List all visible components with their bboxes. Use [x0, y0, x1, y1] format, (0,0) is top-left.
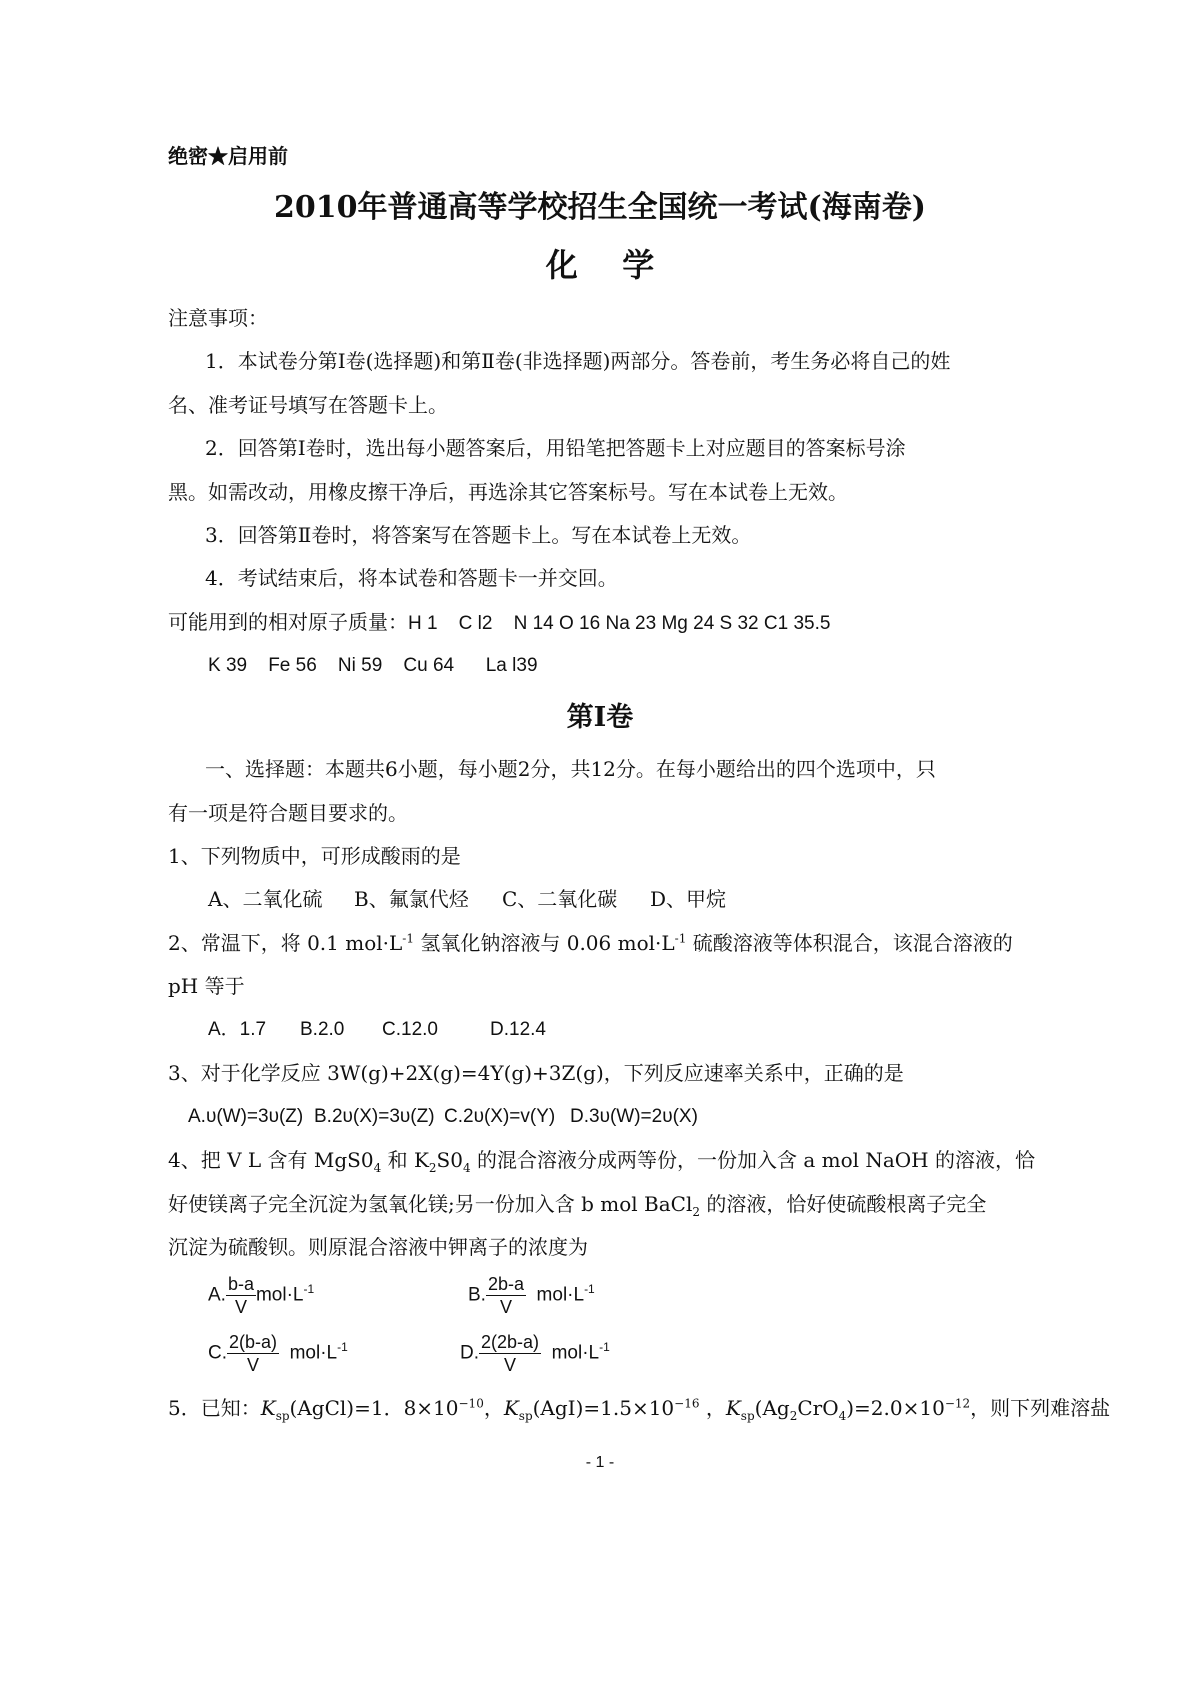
q4-text-3: S0 — [436, 1148, 463, 1172]
q4-c-numerator: 2(b-a) — [229, 1332, 278, 1352]
note-1-line-1: 1．本试卷分第Ⅰ卷(选择题)和第Ⅱ卷(非选择题)两部分。答卷前，考生务必将自己的姓 — [205, 349, 951, 373]
q5-text-6: (Ag — [754, 1396, 790, 1420]
q5-text-2: (AgCl)=1．8×10 — [289, 1396, 459, 1420]
q4-subscript-3: 4 — [462, 1161, 471, 1175]
q3-option-a: A.υ(W)=3υ(Z) — [188, 1106, 304, 1127]
atomic-mass-values-2: K 39 Fe 56 Ni 59 Cu 64 La l39 — [208, 655, 538, 676]
q4-a-unit-exponent: -1 — [303, 1282, 315, 1297]
q4-option-d — [460, 1332, 610, 1375]
q3-option-c: C.2υ(X)=v(Y) — [444, 1106, 556, 1127]
q4-d-unit: mol·L — [551, 1342, 600, 1364]
q4-subscript-2: 2 — [428, 1161, 437, 1175]
question-4-line-1 — [168, 1146, 1035, 1174]
part-1-heading: 第Ⅰ卷 — [566, 702, 634, 733]
q4-b-numerator: 2b-a — [487, 1274, 524, 1294]
q4-option-c — [208, 1332, 348, 1375]
q5-text-5: ， — [699, 1396, 726, 1420]
q4-subscript-1: 4 — [373, 1161, 382, 1175]
q4-subscript-4: 2 — [692, 1205, 700, 1219]
q2-part-2: 氢氧化钠溶液与 0.06 mol·L — [414, 931, 675, 955]
q1-option-d: D、甲烷 — [650, 887, 727, 911]
q2-option-b: B.2.0 — [300, 1019, 345, 1040]
q5-ksp-k-3: K — [725, 1396, 741, 1420]
question-2-line-1 — [168, 929, 1013, 957]
q4-option-d-label: D. — [460, 1342, 479, 1364]
q4-c-unit-exponent: -1 — [337, 1340, 348, 1355]
q5-exponent-1: −10 — [458, 1396, 484, 1411]
q4-option-c-label: C. — [208, 1342, 227, 1364]
q5-exponent-2: −16 — [674, 1396, 700, 1411]
q4-option-b-label: B. — [468, 1284, 486, 1306]
q4-d-numerator: 2(2b-a) — [481, 1332, 540, 1352]
q2-exponent-2: -1 — [674, 931, 687, 946]
q4-text-6: 的溶液，恰好使硫酸根离子完全 — [699, 1192, 987, 1216]
section-intro-line-2: 有一项是符合题目要求的。 — [168, 801, 408, 825]
q4-b-denominator: V — [499, 1297, 512, 1317]
q2-part-1: 2、常温下，将 0.1 mol·L — [168, 931, 403, 955]
atomic-mass-line-1 — [168, 608, 830, 638]
subject-title: 化 学 — [545, 246, 655, 284]
q4-a-denominator: V — [234, 1297, 247, 1317]
q5-text-4: (AgI)=1.5×10 — [532, 1396, 675, 1420]
q4-option-b — [468, 1274, 595, 1317]
note-1-line-2: 名、准考证号填写在答题卡上。 — [168, 393, 448, 417]
q5-ksp-sub-2: sp — [518, 1409, 533, 1423]
q5-text-9: ，则下列难溶盐 — [970, 1396, 1111, 1420]
q5-exponent-3: −12 — [944, 1396, 971, 1411]
q1-option-a: A、二氧化硫 — [208, 887, 323, 911]
question-3-stem: 3、对于化学反应 3W(g)+2X(g)=4Y(g)+3Z(g)，下列反应速率关系中，正确的是 — [168, 1061, 904, 1085]
confidential-mark: 绝密★启用前 — [168, 144, 288, 168]
q4-option-c-fraction — [227, 1332, 279, 1375]
question-1-stem: 1、下列物质中，可形成酸雨的是 — [168, 844, 461, 868]
q4-text-5: 好使镁离子完全沉淀为氢氧化镁;另一份加入含 b mol BaCl — [168, 1192, 693, 1216]
exam-title: 2010年普通高等学校招生全国统一考试(海南卷) — [274, 190, 926, 225]
q4-a-unit: mol·L — [255, 1284, 304, 1306]
q4-option-d-fraction — [479, 1332, 541, 1375]
q1-option-b: B、氟氯代烃 — [354, 887, 469, 911]
section-intro-line-1: 一、选择题：本题共6小题，每小题2分，共12分。在每小题给出的四个选项中，只 — [205, 757, 936, 781]
q4-option-a — [208, 1274, 314, 1317]
q2-option-a: A．1.7 — [208, 1019, 267, 1040]
q5-text-8: )=2.0×10 — [846, 1396, 945, 1420]
q4-d-unit-exponent: -1 — [599, 1340, 610, 1355]
q2-option-c: C.12.0 — [382, 1019, 438, 1040]
q1-option-c: C、二氧化碳 — [502, 887, 618, 911]
note-3: 3．回答第Ⅱ卷时，将答案写在答题卡上。写在本试卷上无效。 — [205, 523, 752, 547]
notes-label: 注意事项： — [168, 306, 268, 330]
q2-option-d: D.12.4 — [490, 1019, 546, 1040]
q2-part-3: 硫酸溶液等体积混合，该混合溶液的 — [686, 931, 1013, 955]
q4-option-a-label: A. — [208, 1284, 226, 1306]
q5-subscript-ag: 2 — [789, 1409, 798, 1423]
q4-b-unit-exponent: -1 — [584, 1282, 595, 1297]
question-2-line-2: pH 等于 — [168, 974, 245, 998]
q5-subscript-o: 4 — [838, 1409, 847, 1423]
q4-b-unit: mol·L — [536, 1284, 585, 1306]
q4-c-denominator: V — [247, 1355, 260, 1375]
q4-text-4: 的混合溶液分成两等份，一份加入含 a mol NaOH 的溶液，恰 — [470, 1148, 1035, 1172]
q5-ksp-sub-3: sp — [740, 1409, 755, 1423]
note-2-line-2: 黑。如需改动，用橡皮擦干净后，再选涂其它答案标号。写在本试卷上无效。 — [168, 480, 848, 504]
question-5-line-1 — [168, 1394, 1110, 1422]
q5-text-3: ， — [483, 1396, 504, 1420]
q4-option-a-fraction — [226, 1274, 256, 1317]
q5-text-1: 5．已知： — [168, 1396, 261, 1420]
q5-ksp-k-1: K — [260, 1396, 276, 1420]
question-4-line-2 — [168, 1190, 986, 1218]
note-4: 4．考试结束后，将本试卷和答题卡一并交回。 — [205, 566, 618, 590]
q5-ksp-sub-1: sp — [275, 1409, 290, 1423]
q2-exponent-1: -1 — [402, 931, 414, 946]
atomic-mass-values-1: H 1 C l2 N 14 O 16 Na 23 Mg 24 S 32 C1 35.5 — [408, 613, 831, 634]
q4-c-unit: mol·L — [289, 1342, 338, 1364]
q4-d-denominator: V — [504, 1355, 517, 1375]
q5-ksp-k-2: K — [503, 1396, 519, 1420]
q5-text-7: CrO — [797, 1396, 839, 1420]
q3-option-b: B.2υ(X)=3υ(Z) — [314, 1106, 435, 1127]
note-2-line-1: 2．回答第Ⅰ卷时，选出每小题答案后，用铅笔把答题卡上对应题目的答案标号涂 — [205, 436, 906, 460]
q3-option-d: D.3υ(W)=2υ(X) — [570, 1106, 698, 1127]
q4-option-b-fraction — [486, 1274, 526, 1317]
page-number: - 1 - — [585, 1454, 615, 1471]
question-4-line-3: 沉淀为硫酸钡。则原混合溶液中钾离子的浓度为 — [168, 1235, 588, 1259]
q4-text-2: 和 K — [381, 1148, 429, 1172]
q4-text-1: 4、把 V L 含有 MgS0 — [168, 1148, 374, 1172]
atomic-mass-label: 可能用到的相对原子质量： — [168, 610, 408, 634]
q4-a-numerator: b-a — [227, 1274, 254, 1294]
